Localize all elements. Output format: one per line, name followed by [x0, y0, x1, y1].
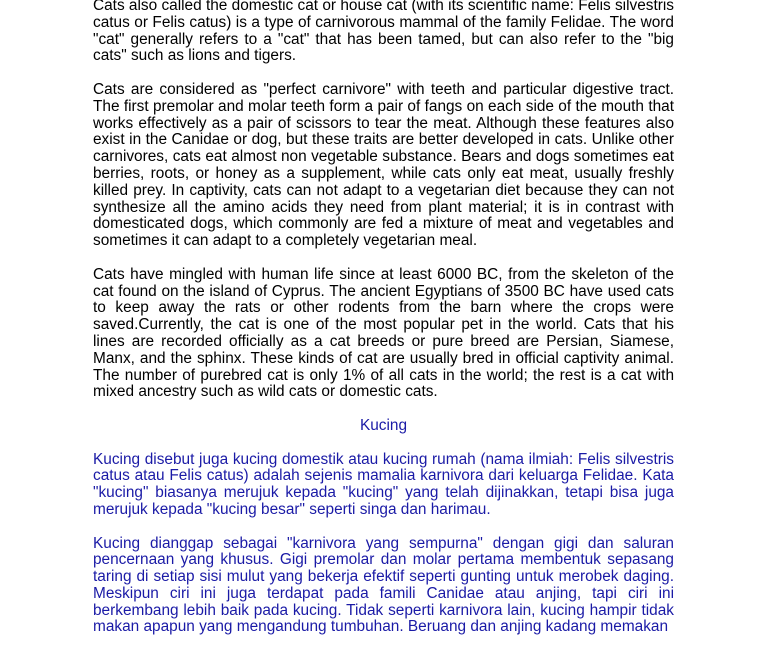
english-paragraph-3: Cats have mingled with human life since at least 6000 BC, from the skeleton of the cat found on the island of Cyprus. The ancient Egyptians of 3500 BC have used cats to keep away the rats or other rodents from the barn where the crops were saved.Currently, the cat is one of the most popular pet in the world. Cats that his lines are recorded officially as a cat breeds or pure breed are Persian, Siamese, Manx, and the sphinx. These kinds of cat are usually bred in official captivity animal. The number of purebred cat is only 1% of all cats in the world; the rest is a cat with mixed ancestry such as wild cats or domestic cats. — [93, 265, 674, 401]
document-page — [93, 0, 674, 653]
english-paragraph-1: Cats also called the domestic cat or house cat (with its scientific name: Felis silvestris catus or Felis catus) is a type of carnivorous mammal of the family Felidae. The word "cat" generally refers to a "cat" that has been tamed, but can also refer to the "big cats" such as lions and tigers. — [93, 0, 674, 65]
indonesian-heading: Kucing — [359, 416, 408, 434]
indonesian-paragraph-1: Kucing disebut juga kucing domestik atau kucing rumah (nama ilmiah: Felis silvestris catus atau Felis catus) adalah sejenis mamalia karnivora dari keluarga Felidae. Kata "kucing" biasanya merujuk kepada "kucing" yang telah dijinakkan, tetapi bisa juga merujuk kepada "kucing besar" seperti singa dan harimau. — [93, 450, 674, 518]
indonesian-paragraph-2: Kucing dianggap sebagai "karnivora yang sempurna" dengan gigi dan saluran pencernaan yang khusus. Gigi premolar dan molar pertama membentuk sepasang taring di setiap sisi mulut yang bekerja efektif seperti gunting untuk merobek daging. Meskipun ciri ini juga terdapat pada famili Canidae atau anjing, tapi ciri ini berkembang lebih baik pada kucing. Tidak seperti karnivora lain, kucing hampir tidak makan apapun yang mengandung tumbuhan. Beruang dan anjing kadang memakan — [93, 534, 674, 636]
english-paragraph-2: Cats are considered as "perfect carnivore" with teeth and particular digestive tract. The first premolar and molar teeth form a pair of fangs on each side of the mouth that works effectively as a pair of scissors to tear the meat. Although these features also exist in the Canidae or dog, but these traits are better developed in cats. Unlike other carnivores, cats eat almost non vegetable substance. Bears and dogs sometimes eat berries, roots, or honey as a supplement, while cats only eat meat, usually freshly killed prey. In captivity, cats can not adapt to a vegetarian diet because they can not synthesize all the amino acids they need from plant material; it is in contrast with domesticated dogs, which commonly are fed a mixture of meat and vegetables and sometimes it can adapt to a completely vegetarian meal. — [93, 80, 674, 250]
